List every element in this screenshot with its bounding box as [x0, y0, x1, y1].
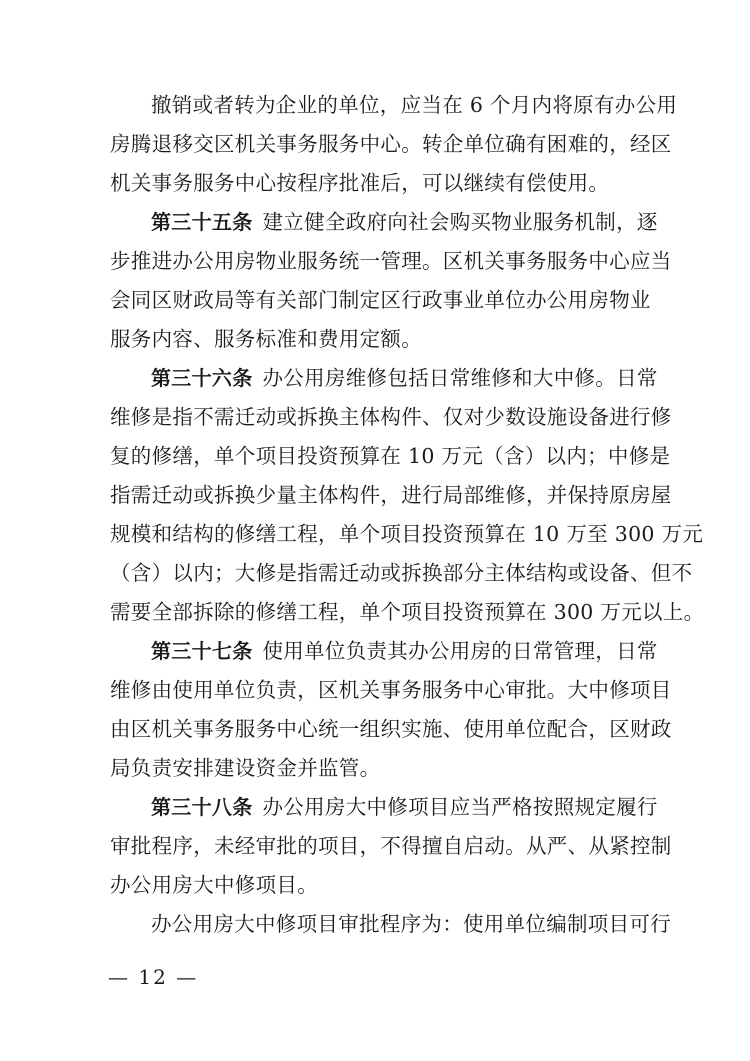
line-text: 使用单位负责其办公用房的日常管理，日常 [262, 639, 658, 663]
page-number: — 12 — [108, 965, 199, 989]
document-body [110, 86, 705, 944]
text-line [110, 866, 670, 905]
text-line [110, 320, 670, 359]
line-text: 审批程序，未经审批的项目，不得擅自启动。从严、从紧控制 [110, 834, 672, 858]
line-text: 机关事务服务中心按程序批准后，可以继续有偿使用。 [110, 171, 610, 195]
text-line [110, 242, 670, 281]
line-text: 需要全部拆除的修缮工程，单个项目投资预算在 300 万元以上。 [110, 600, 705, 624]
paragraph [110, 86, 678, 203]
text-line [110, 632, 670, 671]
line-text: 步推进办公用房物业服务统一管理。区机关事务服务中心应当 [110, 249, 672, 273]
line-text: 维修由使用单位负责，区机关事务服务中心审批。大中修项目 [110, 678, 672, 702]
text-line [110, 359, 670, 398]
line-text: 局负责安排建设资金并监管。 [110, 756, 381, 780]
article-heading: 第三十八条 [151, 795, 253, 819]
line-text: 维修是指不需迁动或拆换主体构件、仅对少数设施设备进行修 [110, 405, 672, 429]
text-line [110, 437, 670, 476]
text-line [110, 749, 670, 788]
line-text: 规模和结构的修缮工程，单个项目投资预算在 10 万至 300 万元 [110, 522, 704, 546]
text-line [110, 905, 670, 944]
text-line [110, 476, 670, 515]
article-heading: 第三十五条 [151, 210, 253, 234]
line-text: 会同区财政局等有关部门制定区行政事业单位办公用房物业 [110, 288, 651, 312]
line-text: 由区机关事务服务中心统一组织实施、使用单位配合，区财政 [110, 717, 672, 741]
paragraph [110, 788, 670, 905]
line-text: 办公用房维修包括日常维修和大中修。日常 [262, 366, 658, 390]
text-line [110, 671, 670, 710]
line-text: 办公用房大中修项目应当严格按照规定履行 [262, 795, 658, 819]
line-text: 服务内容、服务标准和费用定额。 [110, 327, 422, 351]
text-line [110, 593, 705, 632]
line-text: 指需迁动或拆换少量主体构件，进行局部维修，并保持原房屋 [110, 483, 672, 507]
text-line [110, 554, 693, 593]
paragraph [110, 359, 705, 632]
text-line [110, 515, 704, 554]
line-text: 办公用房大中修项目。 [110, 873, 318, 897]
text-line [110, 203, 670, 242]
text-line [110, 710, 670, 749]
line-text: 房腾退移交区机关事务服务中心。转企单位确有困难的，经区 [110, 132, 672, 156]
paragraph [110, 203, 670, 359]
text-line [110, 398, 670, 437]
article-heading: 第三十六条 [151, 366, 253, 390]
text-line [110, 281, 670, 320]
text-line [110, 125, 670, 164]
paragraph [110, 905, 670, 944]
text-line [110, 788, 670, 827]
line-text: 建立健全政府向社会购买物业服务机制，逐 [262, 210, 658, 234]
paragraph [110, 632, 670, 788]
line-text: 办公用房大中修项目审批程序为：使用单位编制项目可行 [151, 912, 671, 936]
text-line [110, 164, 670, 203]
line-text: 撤销或者转为企业的单位，应当在 6 个月内将原有办公用 [151, 93, 678, 117]
line-text: 复的修缮，单个项目投资预算在 10 万元（含）以内；中修是 [110, 444, 671, 468]
text-line [110, 827, 670, 866]
article-heading: 第三十七条 [151, 639, 253, 663]
line-text: （含）以内；大修是指需迁动或拆换部分主体结构或设备、但不 [110, 561, 693, 585]
text-line [110, 86, 678, 125]
